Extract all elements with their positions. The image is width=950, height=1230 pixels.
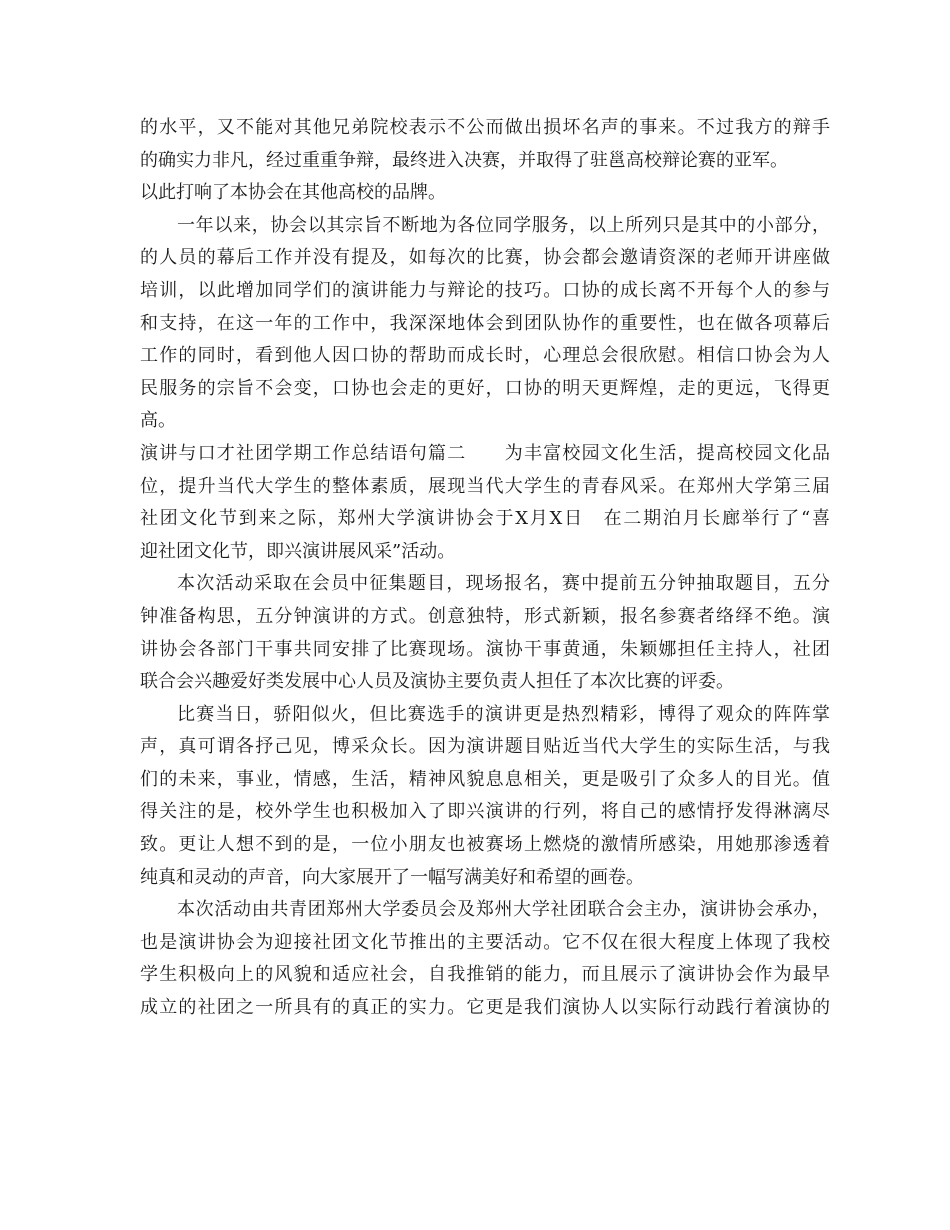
text-line: 位，提升当代大学生的整体素质，展现当代大学生的青春风采。在郑州大学第三届 <box>140 475 830 497</box>
text-line: 的人员的幕后工作并没有提及，如每次的比赛，协会都会邀请资深的老师开讲座做 <box>140 247 830 269</box>
text-line: 比赛当日，骄阳似火，但比赛选手的演讲更是热烈精彩，博得了观众的阵阵掌 <box>177 703 830 725</box>
text-line: 迎社团文化节，即兴演讲展风采”活动。 <box>140 540 456 562</box>
text-line: 的水平，又不能对其他兄弟院校表示不公而做出损坏名声的事来。不过我方的辩手 <box>140 117 830 138</box>
text-line: 演讲与口才社团学期工作总结语句篇二 为丰富校园文化生活，提高校园文化品 <box>140 442 830 464</box>
text-line: 民服务的宗旨不会变，口协也会走的更好，口协的明天更辉煌，走的更远，飞得更 <box>140 377 830 399</box>
text-line: 致。更让人想不到的是，一位小朋友也被赛场上燃烧的激情所感染，用她那渗透着 <box>140 834 830 856</box>
text-line: 钟准备构思，五分钟演讲的方式。创意独特，形式新颖，报名参赛者络绎不绝。演 <box>140 605 830 627</box>
text-line: 学生积极向上的风貌和适应社会，自我推销的能力，而且展示了演讲协会作为最早 <box>140 964 830 986</box>
text-line: 高。 <box>140 410 176 432</box>
text-line: 联合会兴趣爱好类发展中心人员及演协主要负责人担任了本次比赛的评委。 <box>140 671 734 693</box>
text-line: 也是演讲协会为迎接社团文化节推出的主要活动。它不仅在很大程度上体现了我校 <box>140 931 830 953</box>
text-line: 讲协会各部门干事共同安排了比赛现场。演协干事黄通，朱颖娜担任主持人，社团 <box>140 638 830 660</box>
text-line: 们的未来，事业，情感，生活，精神风貌息息相关，更是吸引了众多人的目光。值 <box>140 768 830 790</box>
text-line: 本次活动由共青团郑州大学委员会及郑州大学社团联合会主办，演讲协会承办， <box>177 899 830 921</box>
document-body <box>140 112 830 1025</box>
text-line: 声，真可谓各抒己见，博采众长。因为演讲题目贴近当代大学生的实际生活，与我 <box>140 736 830 758</box>
text-line: 社团文化节到来之际，郑州大学演讲协会于X月X日 在二期泊月长廊举行了“喜 <box>140 508 830 530</box>
text-line: 一年以来，协会以其宗旨不断地为各位同学服务，以上所列只是其中的小部分， <box>177 214 830 236</box>
text-line: 和支持，在这一年的工作中，我深深地体会到团队协作的重要性，也在做各项幕后 <box>140 312 830 334</box>
text-line: 的确实力非凡，经过重重争辩，最终进入决赛，并取得了驻邕高校辩论赛的亚军。 <box>140 149 788 171</box>
text-line: 纯真和灵动的声音，向大家展开了一幅写满美好和希望的画卷。 <box>140 866 644 888</box>
text-line: 得关注的是，校外学生也积极加入了即兴演讲的行列，将自己的感情抒发得淋漓尽 <box>140 801 830 823</box>
text-line: 工作的同时，看到他人因口协的帮助而成长时，心理总会很欣慰。相信口协会为人 <box>140 345 830 367</box>
text-line: 以此打响了本协会在其他高校的品牌。 <box>140 182 446 204</box>
text-line: 本次活动采取在会员中征集题目，现场报名，赛中提前五分钟抽取题目，五分 <box>177 573 830 595</box>
text-line: 成立的社团之一所具有的真正的实力。它更是我们演协人以实际行动践行着演协的 <box>140 997 830 1019</box>
text-line: 培训，以此增加同学们的演讲能力与辩论的技巧。口协的成长离不开每个人的参与 <box>140 279 830 301</box>
